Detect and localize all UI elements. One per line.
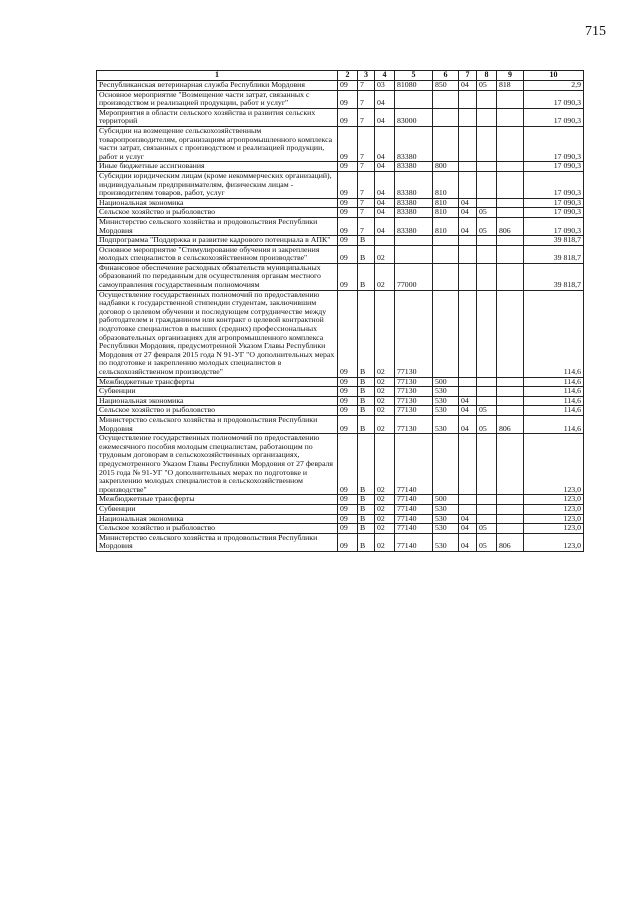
code-cell — [477, 434, 497, 495]
row-name-cell: Субвенции — [97, 504, 338, 514]
code-cell: 02 — [375, 533, 395, 551]
code-cell — [477, 90, 497, 108]
code-cell: 77130 — [395, 387, 433, 397]
code-cell: 7 — [358, 162, 375, 172]
amount-cell: 17 090,3 — [524, 126, 584, 161]
code-cell: 02 — [375, 245, 395, 263]
code-cell: В — [358, 415, 375, 433]
code-cell — [497, 396, 524, 406]
code-cell — [477, 263, 497, 290]
code-cell — [497, 263, 524, 290]
table-row — [97, 396, 584, 406]
amount-cell: 39 818,7 — [524, 245, 584, 263]
code-cell — [497, 290, 524, 377]
amount-cell: 2,9 — [524, 81, 584, 91]
code-cell — [375, 236, 395, 246]
col-header: 5 — [395, 71, 433, 81]
code-cell: 09 — [338, 406, 358, 416]
code-cell: 7 — [358, 108, 375, 126]
code-cell: 77130 — [395, 290, 433, 377]
table-row — [97, 290, 584, 377]
table-row — [97, 171, 584, 198]
amount-cell: 17 090,3 — [524, 171, 584, 198]
table-row — [97, 108, 584, 126]
row-name-cell: Осуществление государственных полномочий по предоставлению ежемесячного пособия молодым специалистам, работающим по трудовым договорам в сельскохозяйственных организациях, предусмотренного Указом Главы Республики Мордовия от 27 февраля 2015 года № 91-УГ "О дополнительных мерах по подготовке и закреплению молодых специалистов в сельскохозяйственном производстве" — [97, 434, 338, 495]
code-cell: 09 — [338, 198, 358, 208]
code-cell: 09 — [338, 533, 358, 551]
table-row — [97, 533, 584, 551]
code-cell: 04 — [459, 406, 477, 416]
amount-cell: 114,6 — [524, 396, 584, 406]
code-cell: 04 — [375, 162, 395, 172]
table-row — [97, 504, 584, 514]
code-cell: 09 — [338, 290, 358, 377]
amount-cell: 114,6 — [524, 290, 584, 377]
code-cell: 800 — [433, 162, 459, 172]
code-cell — [433, 245, 459, 263]
amount-cell: 114,6 — [524, 415, 584, 433]
code-cell: 806 — [497, 217, 524, 235]
table-row — [97, 524, 584, 534]
code-cell — [497, 377, 524, 387]
code-cell: 818 — [497, 81, 524, 91]
code-cell: 04 — [459, 396, 477, 406]
code-cell — [497, 171, 524, 198]
code-cell: 09 — [338, 396, 358, 406]
code-cell — [477, 236, 497, 246]
amount-cell: 39 818,7 — [524, 263, 584, 290]
code-cell: В — [358, 387, 375, 397]
row-name-cell: Межбюджетные трансферты — [97, 495, 338, 505]
code-cell: 02 — [375, 524, 395, 534]
code-cell: 850 — [433, 81, 459, 91]
code-cell: 530 — [433, 533, 459, 551]
code-cell: 7 — [358, 198, 375, 208]
code-cell: В — [358, 236, 375, 246]
code-cell: 09 — [338, 524, 358, 534]
amount-cell: 123,0 — [524, 533, 584, 551]
code-cell: 04 — [375, 90, 395, 108]
code-cell: В — [358, 377, 375, 387]
code-cell — [497, 208, 524, 218]
code-cell — [497, 90, 524, 108]
code-cell: 09 — [338, 108, 358, 126]
row-name-cell: Субвенции — [97, 387, 338, 397]
code-cell: 77130 — [395, 396, 433, 406]
code-cell: 77140 — [395, 434, 433, 495]
code-cell: 530 — [433, 406, 459, 416]
table-row — [97, 434, 584, 495]
table-row — [97, 377, 584, 387]
code-cell: 09 — [338, 514, 358, 524]
code-cell — [497, 495, 524, 505]
code-cell: 09 — [338, 504, 358, 514]
table-row — [97, 263, 584, 290]
code-cell — [497, 434, 524, 495]
code-cell: 810 — [433, 171, 459, 198]
row-name-cell: Министерство сельского хозяйства и продовольствия Республики Мордовия — [97, 217, 338, 235]
col-header: 3 — [358, 71, 375, 81]
table-row — [97, 162, 584, 172]
code-cell: 77140 — [395, 533, 433, 551]
code-cell: 05 — [477, 406, 497, 416]
code-cell: 810 — [433, 217, 459, 235]
code-cell — [433, 263, 459, 290]
code-cell: 09 — [338, 434, 358, 495]
code-cell: 04 — [459, 524, 477, 534]
amount-cell: 17 090,3 — [524, 217, 584, 235]
row-name-cell: Иные бюджетные ассигнования — [97, 162, 338, 172]
code-cell — [497, 162, 524, 172]
row-name-cell: Основное мероприятие "Возмещение части затрат, связанных с производством и реализацией продукции, работ и услуг" — [97, 90, 338, 108]
table-row — [97, 217, 584, 235]
row-name-cell: Национальная экономика — [97, 396, 338, 406]
code-cell: 04 — [375, 108, 395, 126]
code-cell: 806 — [497, 533, 524, 551]
code-cell: 02 — [375, 387, 395, 397]
code-cell: 77140 — [395, 524, 433, 534]
code-cell: 500 — [433, 377, 459, 387]
table-row — [97, 126, 584, 161]
code-cell: 77130 — [395, 415, 433, 433]
code-cell — [459, 434, 477, 495]
code-cell — [497, 198, 524, 208]
code-cell — [459, 387, 477, 397]
code-cell: В — [358, 533, 375, 551]
code-cell: 09 — [338, 415, 358, 433]
code-cell: 500 — [433, 495, 459, 505]
code-cell — [477, 504, 497, 514]
code-cell: 530 — [433, 524, 459, 534]
code-cell — [433, 90, 459, 108]
col-header: 9 — [497, 71, 524, 81]
row-name-cell: Национальная экономика — [97, 514, 338, 524]
code-cell — [497, 108, 524, 126]
code-cell — [477, 162, 497, 172]
code-cell: 77140 — [395, 495, 433, 505]
code-cell: 02 — [375, 415, 395, 433]
table-row — [97, 415, 584, 433]
amount-cell: 114,6 — [524, 387, 584, 397]
code-cell — [477, 290, 497, 377]
code-cell: В — [358, 524, 375, 534]
code-cell — [497, 514, 524, 524]
amount-cell: 17 090,3 — [524, 162, 584, 172]
code-cell — [497, 126, 524, 161]
table-row — [97, 514, 584, 524]
code-cell — [459, 290, 477, 377]
code-cell — [459, 236, 477, 246]
table-row — [97, 208, 584, 218]
table-row — [97, 236, 584, 246]
code-cell: 02 — [375, 495, 395, 505]
amount-cell: 17 090,3 — [524, 90, 584, 108]
col-header: 4 — [375, 71, 395, 81]
code-cell: 77140 — [395, 504, 433, 514]
code-cell — [459, 171, 477, 198]
code-cell: 77130 — [395, 377, 433, 387]
code-cell — [459, 495, 477, 505]
code-cell — [477, 245, 497, 263]
row-name-cell: Основное мероприятие "Стимулирование обучения и закрепления молодых специалистов в сельскохозяйственном производстве" — [97, 245, 338, 263]
code-cell: 02 — [375, 290, 395, 377]
code-cell: 83000 — [395, 108, 433, 126]
amount-cell: 123,0 — [524, 504, 584, 514]
code-cell — [459, 90, 477, 108]
code-cell — [459, 504, 477, 514]
code-cell: В — [358, 514, 375, 524]
code-cell: 77000 — [395, 263, 433, 290]
code-cell — [497, 245, 524, 263]
code-cell: 7 — [358, 217, 375, 235]
amount-cell: 114,6 — [524, 377, 584, 387]
row-name-cell: Межбюджетные трансферты — [97, 377, 338, 387]
code-cell: 02 — [375, 377, 395, 387]
code-cell — [477, 377, 497, 387]
code-cell — [497, 504, 524, 514]
code-cell — [433, 108, 459, 126]
amount-cell: 17 090,3 — [524, 208, 584, 218]
code-cell — [395, 90, 433, 108]
code-cell — [477, 495, 497, 505]
amount-cell: 114,6 — [524, 406, 584, 416]
code-cell: 04 — [459, 208, 477, 218]
code-cell: 530 — [433, 396, 459, 406]
code-cell: В — [358, 263, 375, 290]
amount-cell: 123,0 — [524, 514, 584, 524]
amount-cell: 39 818,7 — [524, 236, 584, 246]
page-number: 715 — [585, 24, 606, 39]
code-cell: 04 — [375, 198, 395, 208]
code-cell: 05 — [477, 81, 497, 91]
code-cell: 530 — [433, 514, 459, 524]
code-cell: 806 — [497, 415, 524, 433]
code-cell: 02 — [375, 504, 395, 514]
code-cell: 04 — [459, 415, 477, 433]
code-cell: 09 — [338, 208, 358, 218]
code-cell: 04 — [459, 198, 477, 208]
code-cell: 83380 — [395, 198, 433, 208]
code-cell: 09 — [338, 171, 358, 198]
code-cell: 09 — [338, 377, 358, 387]
budget-table — [96, 70, 584, 552]
code-cell: В — [358, 245, 375, 263]
code-cell: 04 — [375, 171, 395, 198]
code-cell — [477, 514, 497, 524]
code-cell — [497, 236, 524, 246]
code-cell: 81080 — [395, 81, 433, 91]
code-cell: 77140 — [395, 514, 433, 524]
code-cell — [477, 387, 497, 397]
code-cell — [497, 406, 524, 416]
code-cell: В — [358, 290, 375, 377]
code-cell: 02 — [375, 263, 395, 290]
code-cell: 530 — [433, 387, 459, 397]
code-cell: В — [358, 406, 375, 416]
code-cell: 02 — [375, 434, 395, 495]
col-header: 6 — [433, 71, 459, 81]
code-cell: 02 — [375, 514, 395, 524]
code-cell — [459, 108, 477, 126]
row-name-cell: Подпрограмма "Поддержка и развитие кадрового потенциала в АПК" — [97, 236, 338, 246]
code-cell — [459, 126, 477, 161]
code-cell — [459, 377, 477, 387]
code-cell: 09 — [338, 81, 358, 91]
col-header: 2 — [338, 71, 358, 81]
code-cell — [433, 236, 459, 246]
code-cell: 83380 — [395, 126, 433, 161]
code-cell — [459, 245, 477, 263]
code-cell — [477, 171, 497, 198]
code-cell: 09 — [338, 387, 358, 397]
code-cell: 7 — [358, 90, 375, 108]
amount-cell: 123,0 — [524, 495, 584, 505]
code-cell — [477, 126, 497, 161]
code-cell: 09 — [338, 90, 358, 108]
code-cell: 810 — [433, 208, 459, 218]
code-cell: 02 — [375, 406, 395, 416]
code-cell: 04 — [459, 533, 477, 551]
code-cell: 09 — [338, 263, 358, 290]
code-cell: 02 — [375, 396, 395, 406]
code-cell: 7 — [358, 126, 375, 161]
amount-cell: 123,0 — [524, 434, 584, 495]
row-name-cell: Субсидии на возмещение сельскохозяйственным товаропроизводителям, организациям агропромышленного комплекса части затрат, связанных с производством и реализацией продукции, работ и услуг — [97, 126, 338, 161]
code-cell: 7 — [358, 171, 375, 198]
code-cell — [433, 290, 459, 377]
code-cell — [477, 198, 497, 208]
code-cell: 530 — [433, 415, 459, 433]
code-cell: В — [358, 434, 375, 495]
col-header: 1 — [97, 71, 338, 81]
row-name-cell: Республиканская ветеринарная служба Республики Мордовия — [97, 81, 338, 91]
table-body — [97, 81, 584, 552]
code-cell — [433, 126, 459, 161]
code-cell: 05 — [477, 415, 497, 433]
code-cell: 04 — [459, 514, 477, 524]
amount-cell: 123,0 — [524, 524, 584, 534]
code-cell: 83380 — [395, 162, 433, 172]
code-cell — [497, 524, 524, 534]
table-row — [97, 245, 584, 263]
code-cell: 04 — [375, 126, 395, 161]
row-name-cell: Финансовое обеспечение расходных обязательств муниципальных образований по переданным для осуществления органам местного самоуправления государственным полномочиям — [97, 263, 338, 290]
code-cell: 04 — [375, 208, 395, 218]
amount-cell: 17 090,3 — [524, 198, 584, 208]
table-row — [97, 90, 584, 108]
row-name-cell: Министерство сельского хозяйства и продовольствия Республики Мордовия — [97, 533, 338, 551]
row-name-cell: Министерство сельского хозяйства и продовольствия Республики Мордовия — [97, 415, 338, 433]
code-cell: В — [358, 504, 375, 514]
row-name-cell: Субсидии юридическим лицам (кроме некоммерческих организаций), индивидуальным предпринимателям, физическим лицам - производителям товаров, работ, услуг — [97, 171, 338, 198]
code-cell — [459, 263, 477, 290]
col-header: 7 — [459, 71, 477, 81]
code-cell — [395, 245, 433, 263]
code-cell: 09 — [338, 236, 358, 246]
code-cell: 09 — [338, 495, 358, 505]
amount-cell: 17 090,3 — [524, 108, 584, 126]
row-name-cell: Национальная экономика — [97, 198, 338, 208]
code-cell: 05 — [477, 524, 497, 534]
col-header: 10 — [524, 71, 584, 81]
code-cell: 04 — [375, 217, 395, 235]
code-cell: 83380 — [395, 171, 433, 198]
row-name-cell: Сельское хозяйство и рыболовство — [97, 208, 338, 218]
code-cell — [477, 108, 497, 126]
code-cell: 04 — [459, 217, 477, 235]
table-row — [97, 198, 584, 208]
table-row — [97, 387, 584, 397]
code-cell: В — [358, 396, 375, 406]
code-cell: 77130 — [395, 406, 433, 416]
code-cell: 83380 — [395, 208, 433, 218]
header-row — [97, 71, 584, 81]
code-cell: 05 — [477, 533, 497, 551]
code-cell: 83380 — [395, 217, 433, 235]
code-cell — [497, 387, 524, 397]
code-cell: 09 — [338, 162, 358, 172]
code-cell: 530 — [433, 504, 459, 514]
code-cell: 05 — [477, 217, 497, 235]
code-cell: 09 — [338, 126, 358, 161]
code-cell — [477, 396, 497, 406]
code-cell: В — [358, 495, 375, 505]
code-cell — [395, 236, 433, 246]
code-cell: 7 — [358, 208, 375, 218]
code-cell — [459, 162, 477, 172]
code-cell: 09 — [338, 245, 358, 263]
table-row — [97, 81, 584, 91]
code-cell: 05 — [477, 208, 497, 218]
code-cell: 09 — [338, 217, 358, 235]
table-row — [97, 495, 584, 505]
code-cell: 810 — [433, 198, 459, 208]
code-cell: 04 — [459, 81, 477, 91]
code-cell: 7 — [358, 81, 375, 91]
code-cell — [433, 434, 459, 495]
row-name-cell: Сельское хозяйство и рыболовство — [97, 406, 338, 416]
code-cell: 03 — [375, 81, 395, 91]
table-row — [97, 406, 584, 416]
row-name-cell: Сельское хозяйство и рыболовство — [97, 524, 338, 534]
row-name-cell: Осуществление государственных полномочий по предоставлению надбавки к государственной стипендии студентам, заключившим договор о целевом обучении и последующем сотрудничестве между работодателем и гражданином или контракт о целевой контрактной подготовке специалистов в высших (средних) профессиональных образовательных организациях для агропромышленного комплекса Республики Мордовия, предусмотренной Указом Главы Республики Мордовия от 27 февраля 2015 года N 91-УГ "О дополнительных мерах по подготовке и закреплению молодых специалистов в сельскохозяйственном производстве" — [97, 290, 338, 377]
col-header: 8 — [477, 71, 497, 81]
row-name-cell: Мероприятия в области сельского хозяйства и развития сельских территорий — [97, 108, 338, 126]
